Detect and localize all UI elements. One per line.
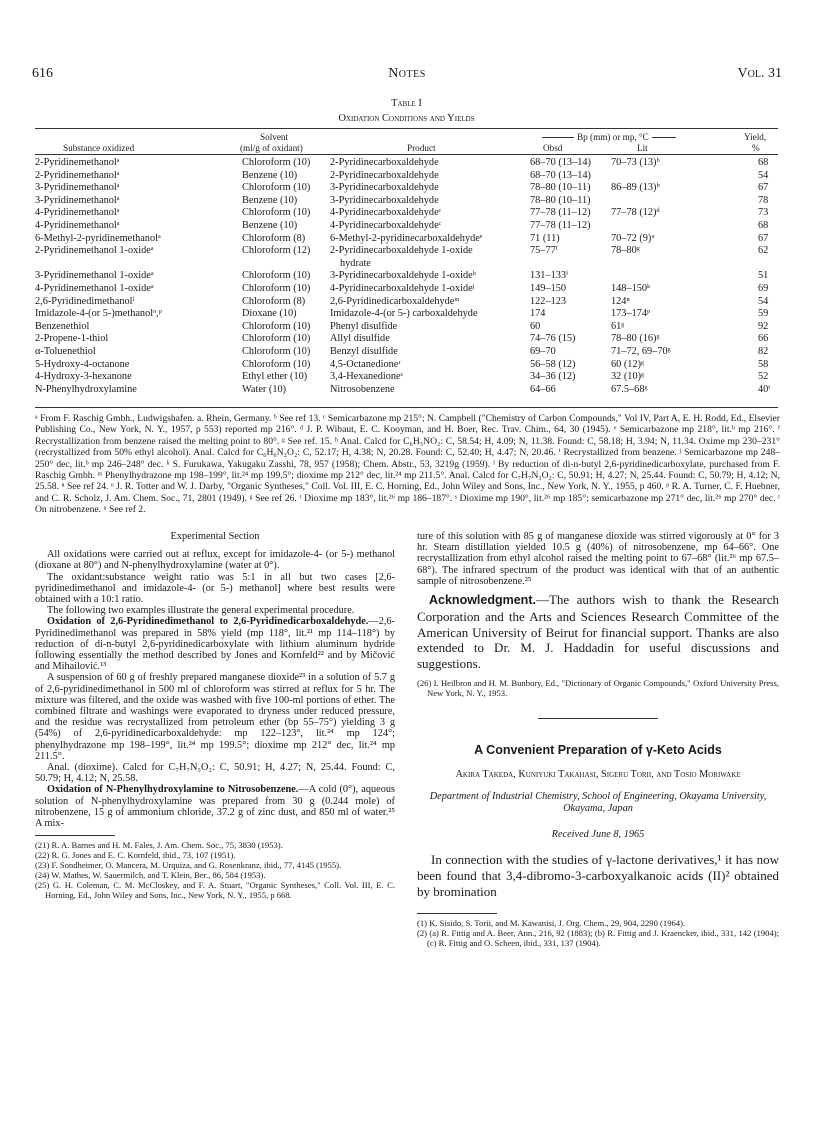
table-cell-yield: 67: [758, 232, 769, 244]
table-cell-substance: 2,6-Pyridinedimethanolˡ: [35, 295, 135, 307]
table-cell-obsd: 122–123: [530, 295, 567, 307]
table-cell-yield: 54: [758, 295, 769, 307]
table-cell-product: Benzyl disulfide: [330, 346, 398, 357]
paragraph: The following two examples illustrate the general experimental procedure.: [47, 605, 355, 617]
table-cell-substance: 2-Pyridinemethanolᵃ: [35, 169, 120, 181]
th-yield: Yield,: [744, 132, 767, 142]
reference: (26) I. Heilbron and H. M. Bunbury, Ed., "Dictionary of Organic Compounds," Oxford University Press, New York, N. Y., 1953.: [417, 678, 779, 698]
run-in-heading: Oxidation of N-Phenylhydroxylamine to Nitrosobenzene.: [47, 784, 299, 796]
table-cell-substance: 3-Pyridinemethanol 1-oxideᵃ: [35, 270, 154, 282]
table-cell-substance: 4-Pyridinemethanolᵃ: [35, 220, 120, 231]
table-cell-yield: 92: [758, 320, 769, 332]
th-pct: %: [752, 143, 760, 153]
received-date: Received June 8, 1965: [551, 829, 645, 841]
table-cell-obsd: 56–58 (12): [530, 358, 576, 370]
article-affiliation: Department of Industrial Chemistry, School of Engineering, Okayama University, Okayama, Japan: [429, 791, 767, 815]
left-column: [35, 531, 395, 900]
th-solvent-unit: (ml/g of oxidant): [240, 143, 303, 153]
table-cell-substance: 4-Pyridinemethanolᵃ: [35, 207, 120, 219]
table-cell-yield: 52: [758, 371, 769, 383]
th-bp-mp: Bp (mm) or mp, °C: [542, 131, 676, 143]
table-footnotes: ᵃ From F. Raschig Gmbh., Ludwigshafen. a. Rhein, Germany. ᵇ See ref 13. ᶜ Semicarbazone mp 215°; N. Campbell ("Chemistry of Carbon Compounds," Vol IV, Part A, E. H. Rodd, Ed., Elsevier Publishing Co., New York, N. Y., 1957, p 553) reported mp 216°. ᵈ J. P. Wibaut, E. C. Kooyman, and H. Boer, Rec. Trav. Chim., 64, 30 (1945). ᵉ Semicarbazone mp 218°, lit.ᵇ mp 216°. ᶠ Recrystallization from benzene raised the melting point to 80°. ᵍ See ref. 15. ʰ Anal. Calcd for C₆H₅NO₂: C, 58.54; H, 4.09; N, 11.38. Found: C, 58.18; H, 3.94; N, 11.34. Oxime mp 230–231° (recrystallized from 50% ethyl alcohol). Anal. Calcd for C₆H₆N₂O₂: C, 52.17; H, 4.38; N, 20.28. Found: C, 52.40; H, 4.47; N, 20.46. ⁱ Recrystallized from benzene. ʲ Semicarbazone mp 248–250° dec, lit.ᵇ mp 246–248° dec. ᵏ S. Furukawa, Yakugaku Zasshi, 78, 957 (1958); Chem. Abstr., 53, 3219g (1959). ˡ By reduction of di-n-butyl 2,6-pyridinedicarboxylate, purchased from F. Raschig Gmbh. ᵐ Phenylhydrazone mp 198–199°, lit.²⁴ mp 199.5°; dioxime mp 212° dec, lit.²⁴ mp 211.5°. Anal. Calcd for C₇H₇N₃O₂: C, 50.91; H, 4.27; N, 25.44. Found: C, 50.79; H, 4.12; N, 25.58. ⁿ See ref 24. ᵒ J. R. Totter and W. J. Darby, "Organic Syntheses," Coll. Vol. III, E. C. Horning, Ed., John Wiley and Sons, Inc., New York, N. Y., 1955, p 460. ᵖ R. A. Turner, C. F. Huebner, and C. R. Scholz, J. Am. Chem. Soc., 71, 2801 (1949). ᵍ See ref 26. ʳ Dioxime mp 183°, lit.²⁶ mp 186–187°. ˢ Dioxime mp 190°, lit.²⁶ mp 185°; semicarbazone mp 271° dec, lit.²⁶ mp 270° dec. ᵗ On nitrobenzene. ᵘ See ref 2.: [35, 413, 780, 516]
table-cell-solvent: Chloroform (10): [242, 207, 311, 219]
table-cell-yield: 40ᵗ: [758, 383, 771, 395]
table-top-rule: [35, 128, 778, 129]
table-cell-substance: Benzenethiol: [35, 320, 90, 332]
article-title: A Convenient Preparation of γ-Keto Acids: [474, 743, 722, 757]
paragraph: All oxidations were carried out at reflux, except for imidazole-4- (or 5-) methanol (dioxane at 80°) and N-phenylhydroxylamine (water at 0°).: [35, 549, 395, 572]
table-cell-lit: 78–80ᵍ: [611, 245, 640, 257]
table-cell-yield: 69: [758, 283, 769, 294]
table-cell-product: Phenyl disulfide: [330, 320, 398, 332]
table-cell-solvent: Chloroform (10): [242, 283, 311, 294]
table-cell-product: Nitrosobenzene: [330, 383, 395, 395]
table-cell-lit: 78–80 (16)ᵍ: [611, 333, 660, 345]
table-cell-solvent: Chloroform (10): [242, 157, 311, 168]
volume-label: Vol. 31: [737, 66, 782, 81]
table-cell-yield: 67: [758, 182, 769, 194]
table-cell-product: 2,6-Pyridinedicarboxaldehydeᵐ: [330, 295, 460, 307]
table-subtitle: Oxidation Conditions and Yields: [338, 113, 475, 124]
table-cell-solvent: Chloroform (8): [242, 295, 306, 307]
table-cell-solvent: Chloroform (10): [242, 270, 311, 282]
table-cell-obsd: 71 (11): [530, 232, 560, 244]
table-cell-yield: 73: [758, 207, 769, 219]
table-cell-solvent: Benzene (10): [242, 169, 298, 181]
table-cell-solvent: Chloroform (10): [242, 346, 311, 357]
table-cell-lit: 148–150ᵏ: [611, 283, 651, 294]
table-cell-lit: 124ⁿ: [611, 295, 630, 307]
table-cell-product: Allyl disulfide: [330, 333, 390, 345]
article-authors: Akira Takeda, Kuniyuki Takahasi, Sigeru Torii, and Tosio Moriwake: [455, 769, 741, 781]
table-cell-obsd: 77–78 (11–12): [530, 207, 591, 219]
table-cell-substance: 2-Propene-1-thiol: [35, 333, 109, 345]
footnote-rule: [417, 913, 497, 914]
table-cell-solvent: Benzene (10): [242, 194, 298, 206]
table-cell-product: 3-Pyridinecarboxaldehyde 1-oxideʰ: [330, 270, 476, 282]
table-cell-product: 4-Pyridinecarboxaldehydeᶜ: [330, 220, 442, 231]
table-cell-product: 3,4-Hexanedioneˢ: [330, 371, 403, 383]
paragraph: ture of this solution with 85 g of manganese dioxide was stirred vigorously at 0° for 3 hr. Steam distillation yielded 10.5 g (40%) of nitrosobenzene, mp 64–66°. One recrystallization from ethyl alcohol raised the melting point to 67–68° (lit.²⁶ mp 67.5–68°). The infrared spectrum of the product was identical with that of an authentic sample of nitrosobenzene.²⁵: [417, 531, 779, 587]
table-cell-lit: 32 (10)ᵍ: [611, 371, 645, 383]
reference: (24) W. Mathes, W. Sauermilch, and T. Klein, Ber., 86, 584 (1953).: [35, 870, 266, 881]
table-cell-solvent: Chloroform (8): [242, 232, 306, 244]
table-cell-obsd: 77–78 (11–12): [530, 220, 591, 231]
table-cell-substance: 2-Pyridinemethanolᵃ: [35, 157, 120, 168]
section-heading: Experimental Section: [170, 531, 260, 542]
table-cell-solvent: Chloroform (10): [242, 320, 311, 332]
table-cell-substance: 3-Pyridinemethanolᵃ: [35, 194, 120, 206]
table-cell-obsd: 60: [530, 320, 541, 332]
table-cell-yield: 82: [758, 346, 769, 357]
table-cell-lit: 70–73 (13)ᵇ: [611, 157, 660, 168]
table-cell-lit: 67.5–68ᵍ: [611, 383, 648, 395]
run-in-heading: Oxidation of 2,6-Pyridinedimethanol to 2,6-Pyridinedicarboxaldehyde.: [47, 616, 369, 628]
table-cell-product: 6-Methyl-2-pyridinecarboxaldehydeᵉ: [330, 232, 483, 244]
footnote-rule: [35, 835, 115, 836]
table-cell-product: 4,5-Octanedioneʳ: [330, 358, 401, 370]
th-product: Product: [407, 143, 436, 153]
page-number: 616: [32, 66, 53, 81]
table-cell-substance: 5-Hydroxy-4-octanone: [35, 358, 130, 370]
paragraph: A suspension of 60 g of freshly prepared manganese dioxide²³ in a solution of 5.7 g of 2,6-pyridinedimethanol in 500 ml of chloroform was stirred at reflux for 5 hr. The mixture was filtered, and the oxide was washed with five 100-ml portions of ether. The combined filtrate and washings were evaporated to dryness under reduced pressure, and the residue was recrystallized from petroleum ether (bp 55–75°) yielding 3 g (54%) of 2,6-pyridinedicarboxaldehyde: mp 122–123°, lit.²⁴ mp 124°; phenylhydrazone mp 198–199°, lit.²⁴ mp 199.5°; dioxime mp 212° dec, lit.²⁴ mp 211.5°.: [35, 672, 395, 762]
table-cell-yield: 66: [758, 333, 769, 345]
table-cell-product-cont: hydrate: [340, 257, 371, 269]
paragraph: Anal. (dioxime). Calcd for C₇H₇N₃O₂: C, 50.91; H, 4.27; N, 25.44. Found: C, 50.79; H, 4.12; N, 25.58.: [35, 762, 395, 785]
table-cell-substance: α-Toluenethiol: [35, 346, 96, 357]
acknowledgment-heading: Acknowledgment.: [429, 593, 536, 608]
article-separator: [538, 718, 658, 719]
table-title: Table I: [391, 98, 422, 109]
table-cell-substance: 4-Pyridinemethanol 1-oxideᵃ: [35, 283, 154, 294]
table-cell-lit: 61ᵍ: [611, 320, 625, 332]
running-header: [32, 66, 782, 86]
table-cell-obsd: 75–77ᶠ: [530, 245, 558, 257]
table-cell-yield: 54: [758, 169, 769, 181]
table-cell-solvent: Benzene (10): [242, 220, 298, 231]
th-substance: Substance oxidized: [63, 143, 135, 153]
table-cell-solvent: Chloroform (10): [242, 358, 311, 370]
table-cell-yield: 68: [758, 157, 769, 168]
table-cell-product: Imidazole-4-(or 5-) carboxaldehyde: [330, 308, 478, 320]
th-lit: Lit: [637, 143, 648, 153]
table-header-rule: [35, 154, 778, 155]
reference: (2) (a) R. Fittig and A. Beer, Ann., 216, 92 (1883); (b) R. Fittig and J. Kraencker, ibid., 331, 142 (1904); (c) R. Fittig and O. Scheen, ibid., 331, 137 (1904).: [417, 927, 779, 948]
table-cell-solvent: Chloroform (10): [242, 333, 311, 345]
table-cell-solvent: Chloroform (10): [242, 182, 311, 194]
table-cell-product: 2-Pyridinecarboxaldehyde 1-oxide: [330, 245, 473, 257]
paragraph: Oxidation of N-Phenylhydroxylamine to Nitrosobenzene.—A cold (0°), aqueous solution of N-phenylhydroxylamine was prepared from 30 g (0.244 mole) of nitrobenzene, 15 g of ammonium chloride, 37.2 g of zinc dust, and 850 ml of water.²⁵ A mix-: [35, 784, 395, 830]
table-cell-product: 2-Pyridinecarboxaldehyde: [330, 157, 439, 168]
table-cell-obsd: 68–70 (13–14): [530, 169, 591, 181]
table-cell-substance: 3-Pyridinemethanolᵃ: [35, 182, 120, 194]
table-cell-product: 2-Pyridinecarboxaldehyde: [330, 169, 439, 181]
table-cell-obsd: 174: [530, 308, 546, 320]
table-cell-product: 4-Pyridinecarboxaldehyde 1-oxideʲ: [330, 283, 475, 294]
table-cell-product: 3-Pyridinecarboxaldehyde: [330, 194, 439, 206]
th-solvent: Solvent: [260, 132, 289, 142]
table-cell-lit: 60 (12)ᵍ: [611, 358, 645, 370]
table-cell-obsd: 74–76 (15): [530, 333, 576, 345]
right-column: [417, 531, 779, 948]
reference: (23) F. Sondheimer, O. Mancera, M. Urquiza, and G. Rosenkranz, ibid., 77, 4145 (1955).: [35, 860, 342, 871]
th-obsd: Obsd: [543, 143, 563, 153]
table-cell-yield: 62: [758, 245, 769, 257]
table-cell-obsd: 68–70 (13–14): [530, 157, 591, 168]
table-cell-obsd: 149–150: [530, 283, 567, 294]
table-cell-obsd: 34–36 (12): [530, 371, 576, 383]
table-cell-obsd: 69–70: [530, 346, 556, 357]
table-cell-obsd: 131–133ⁱ: [530, 270, 569, 282]
table-cell-yield: 59: [758, 308, 769, 320]
table-cell-lit: 173–174ᵖ: [611, 308, 651, 320]
acknowledgment: Acknowledgment.—The authors wish to thank the Research Corporation and the Arts and Sciences Research Committee of the American University of Beirut for financial support. Thanks are also extended to Dr. M. J. Haddadin for useful discussions and suggestions.: [417, 592, 779, 672]
table-cell-yield: 51: [758, 270, 769, 282]
table-cell-substance: 6-Methyl-2-pyridinemethanolᵃ: [35, 232, 161, 244]
table-cell-substance: Imidazole-4-(or 5-)methanolᵒ,ᵖ: [35, 308, 162, 320]
table-cell-obsd: 78–80 (10–11): [530, 194, 591, 206]
intro-paragraph: In connection with the studies of γ-lactone derivatives,¹ it has now been found that 3,4-dibromo-3-carboxyalkanoic acids (II)² obtained by bromination: [417, 852, 779, 899]
section-title: Notes: [388, 66, 426, 81]
table-cell-product: 4-Pyridinecarboxaldehydeᶜ: [330, 207, 442, 219]
table-cell-solvent: Chloroform (12): [242, 245, 311, 257]
table-cell-lit: 71–72, 69–70ᵍ: [611, 346, 671, 357]
table-cell-obsd: 78–80 (10–11): [530, 182, 591, 194]
table-cell-substance: N-Phenylhydroxylamine: [35, 383, 137, 395]
reference: (21) R. A. Barnes and H. M. Fales, J. Am. Chem. Soc., 75, 3830 (1953).: [35, 840, 283, 851]
table-cell-yield: 58: [758, 358, 769, 370]
reference: (25) G. H. Coleman, C. M. McCloskey, and F. A. Stuart, "Organic Syntheses," Coll. Vol. III, E. C. Horning, Ed., John Wiley and Sons, Inc., New York, N. Y., 1955, p 668.: [35, 880, 395, 901]
table-cell-lit: 77–78 (12)ᵈ: [611, 207, 660, 219]
table-cell-lit: 86–89 (13)ᵇ: [611, 182, 660, 194]
reference: (1) K. Sisido, S. Torii, and M. Kawanisi, J. Org. Chem., 29, 904, 2290 (1964).: [417, 917, 686, 928]
table-cell-solvent: Dioxane (10): [242, 308, 297, 320]
table-cell-yield: 78: [758, 194, 769, 206]
table-cell-yield: 68: [758, 220, 769, 231]
reference: (22) R. G. Jones and E. C. Kornfeld, ibid., 73, 107 (1951).: [35, 850, 236, 861]
paragraph: Oxidation of 2,6-Pyridinedimethanol to 2,6-Pyridinedicarboxaldehyde.—2,6-Pyridinedimethanol was prepared in 58% yield (mp 118°, lit.²¹ mp 114–118°) by reduction of di-n-butyl 2,6-pyridinedicarboxylate with lithium aluminum hydride following essentially the method described by Jones and Kornfeld²² and by Mičović and Mihailović.¹³: [35, 616, 395, 673]
table-cell-substance: 2-Pyridinemethanol 1-oxideᵃ: [35, 245, 154, 257]
table-cell-solvent: Water (10): [242, 383, 287, 395]
table-bottom-rule: [35, 407, 778, 408]
table-cell-lit: 70–72 (9)ᵘ: [611, 232, 655, 244]
table-cell-solvent: Ethyl ether (10): [242, 371, 308, 383]
table-cell-substance: 4-Hydroxy-3-hexanone: [35, 371, 132, 383]
table-cell-product: 3-Pyridinecarboxaldehyde: [330, 182, 439, 194]
table-cell-obsd: 64–66: [530, 383, 556, 395]
paragraph: The oxidant:substance weight ratio was 5:1 in all but two cases [2,6-pyridinedimethanol and imidazole-4- (or 5-) methanol] where best results were obtained with a 10:1 ratio.: [35, 571, 395, 606]
